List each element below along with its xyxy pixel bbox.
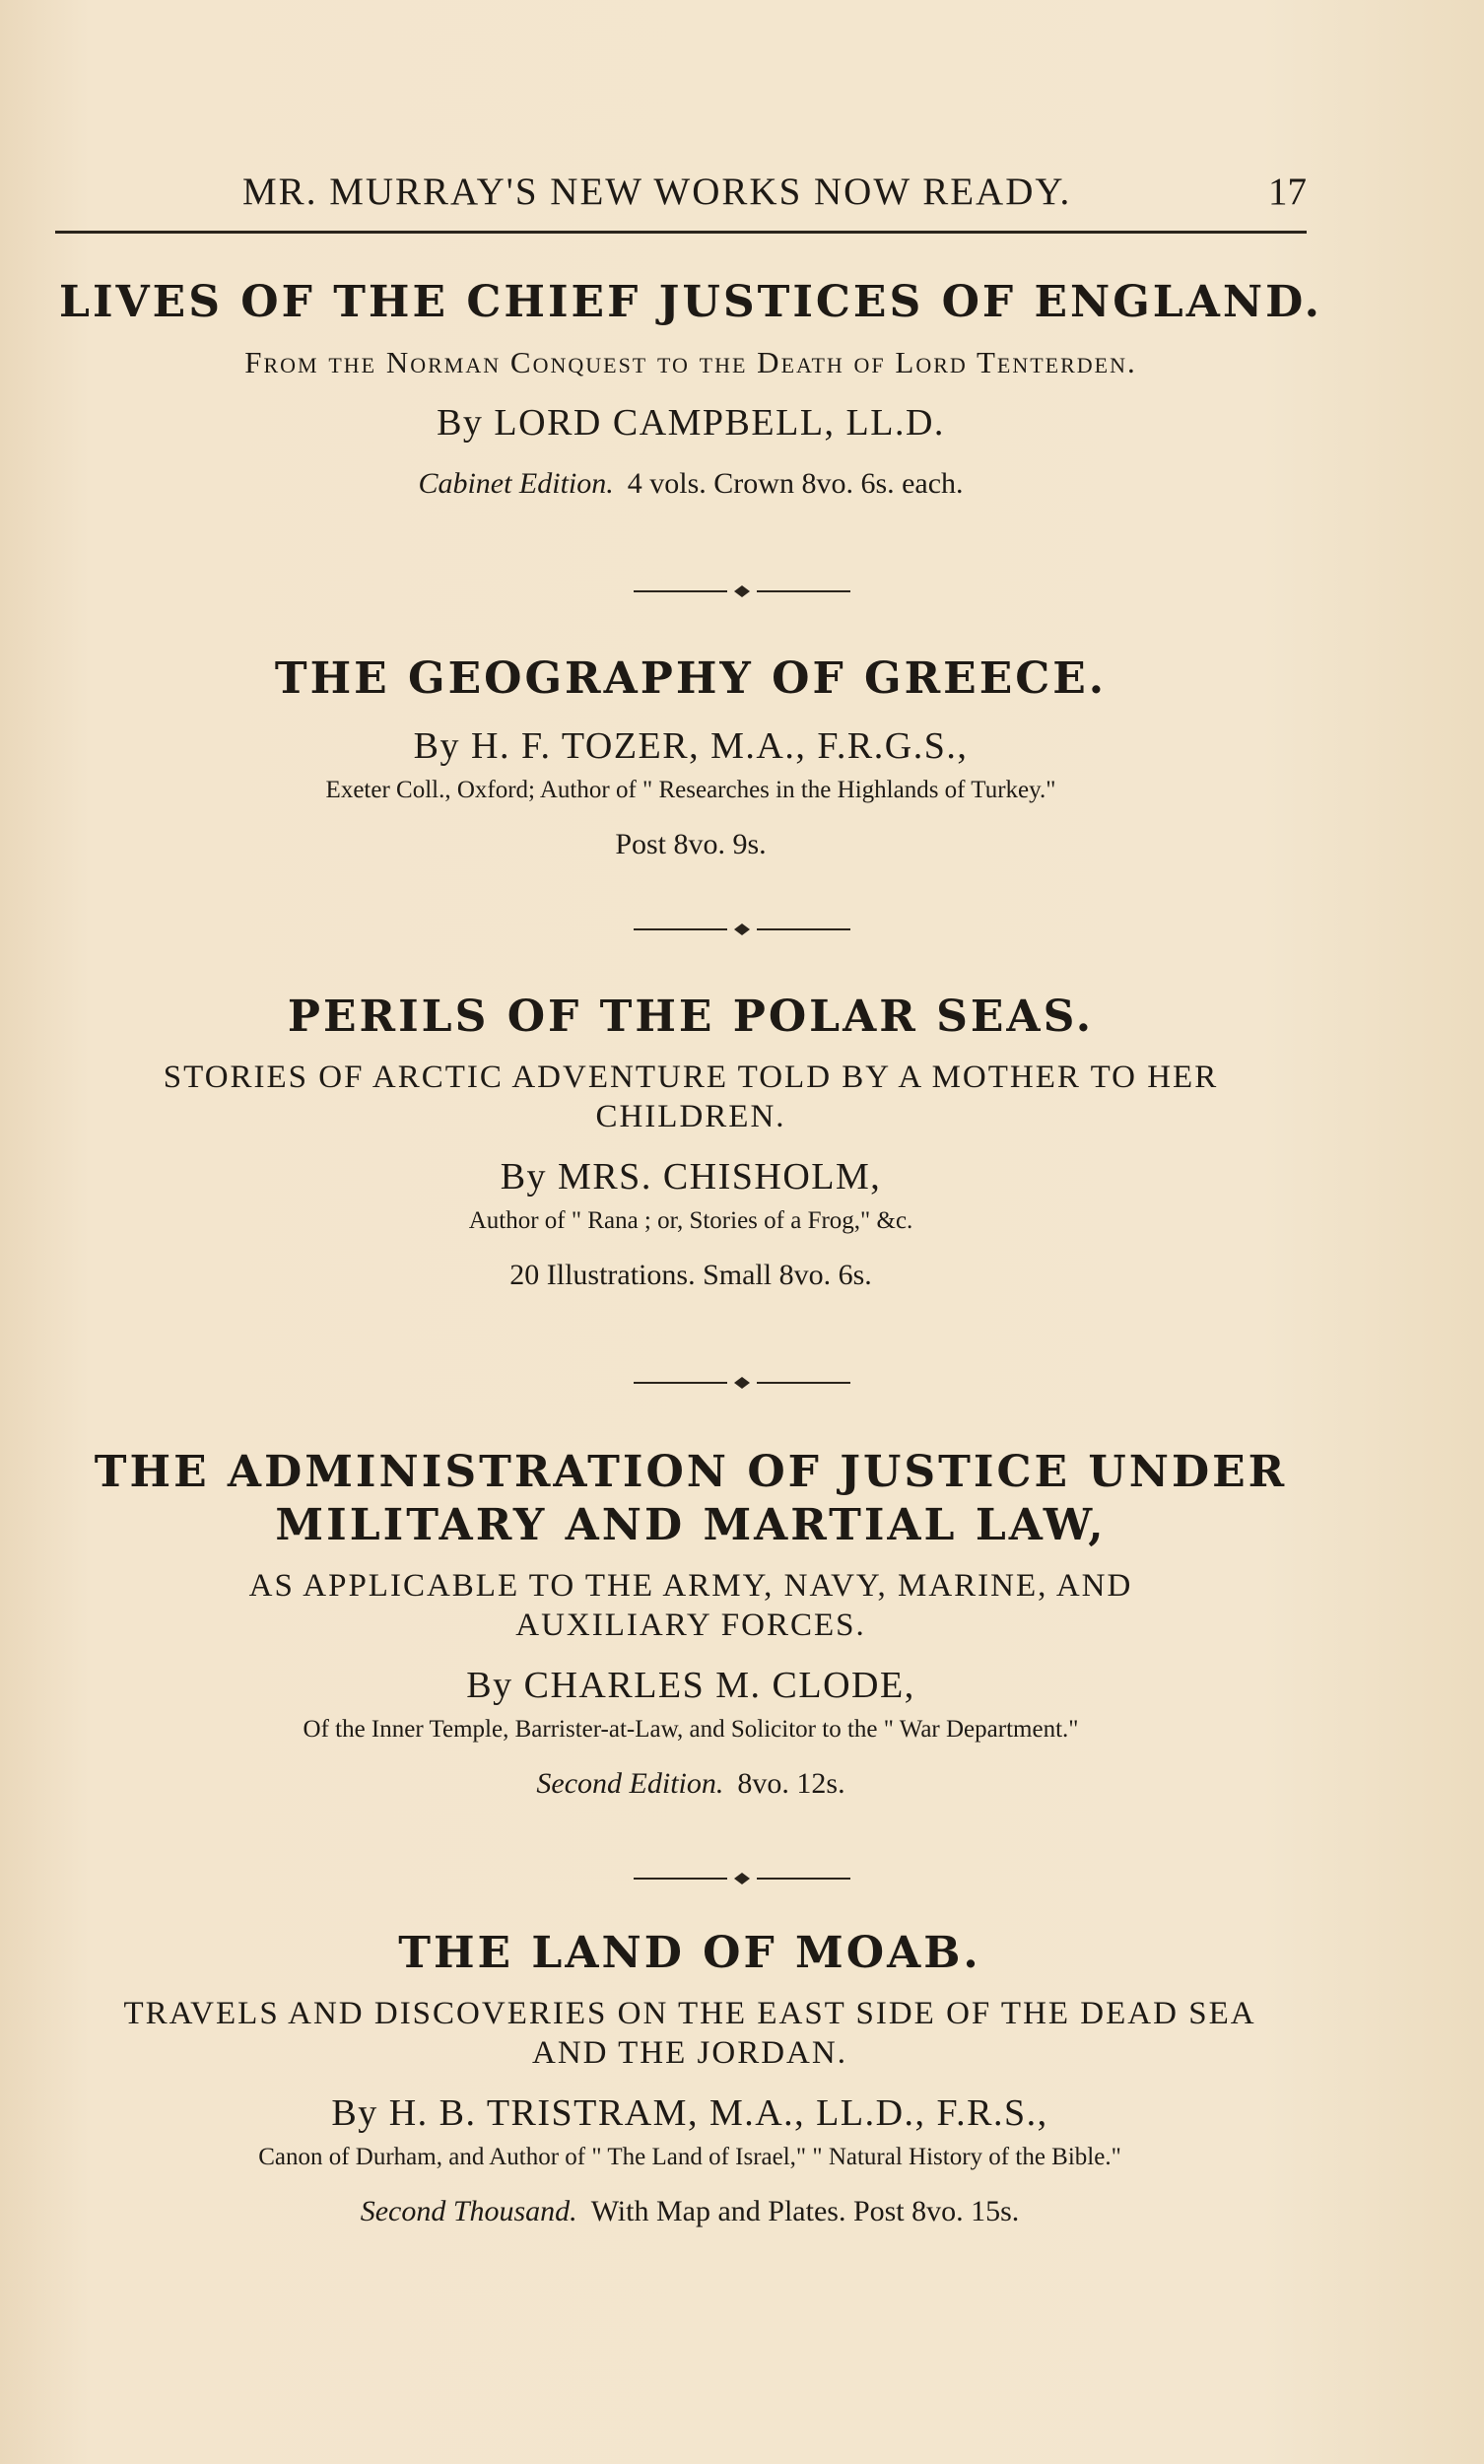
ornament-divider bbox=[0, 922, 1484, 942]
entry-subtitle-line: TRAVELS AND DISCOVERIES ON THE EAST SIDE OF THE DEAD SEA bbox=[123, 1996, 1256, 2031]
ornament-divider bbox=[0, 1375, 1484, 1396]
entry-author: By LORD CAMPBELL, LL.D. bbox=[437, 402, 945, 444]
entry-affiliation: Canon of Durham, and Author of " The Land of Israel," " Natural History of the Bible." bbox=[258, 2144, 1121, 2170]
entry-details bbox=[39, 2193, 1340, 2230]
entry-affiliation: Of the Inner Temple, Barrister-at-Law, and Solicitor to the " War Department." bbox=[303, 1716, 1079, 1743]
entry-subtitle bbox=[55, 1058, 1326, 1136]
entry-details bbox=[55, 1765, 1326, 1803]
entry-details: Post 8vo. 9s. bbox=[615, 828, 767, 860]
entry-subtitle-line: AND THE JORDAN. bbox=[532, 2035, 847, 2071]
entry-title bbox=[55, 1446, 1326, 1552]
entry-military-law bbox=[55, 1446, 1326, 1803]
entry-price: 4 vols. Crown 8vo. 6s. each. bbox=[627, 467, 964, 500]
ornament-divider bbox=[0, 583, 1484, 604]
entry-geography-greece bbox=[55, 652, 1326, 863]
entry-author: By H. B. TRISTRAM, M.A., LL.D., F.R.S., bbox=[331, 2092, 1048, 2134]
header-rule bbox=[55, 231, 1307, 234]
entry-edition: Second Edition. bbox=[536, 1767, 724, 1800]
ornament-divider bbox=[0, 1871, 1484, 1891]
entry-title: LIVES OF THE CHIEF JUSTICES OF ENGLAND. bbox=[59, 277, 1322, 327]
entry-details bbox=[55, 465, 1326, 503]
entry-author: By MRS. CHISHOLM, bbox=[500, 1156, 882, 1198]
entry-chief-justices bbox=[55, 276, 1326, 503]
entry-affiliation: Author of " Rana ; or, Stories of a Frog," &c. bbox=[468, 1207, 913, 1234]
entry-title: THE LAND OF MOAB. bbox=[398, 1928, 981, 1978]
entry-subtitle: From the Norman Conquest to the Death of Lord Tenterden. bbox=[244, 345, 1137, 379]
entry-affiliation: Exeter Coll., Oxford; Author of " Researches in the Highlands of Turkey." bbox=[325, 777, 1056, 803]
entry-subtitle bbox=[55, 1566, 1326, 1645]
entry-author: By H. F. TOZER, M.A., F.R.G.S., bbox=[413, 725, 969, 767]
entry-subtitle bbox=[39, 1994, 1340, 2073]
entry-title-line: THE ADMINISTRATION OF JUSTICE UNDER bbox=[94, 1447, 1288, 1497]
entry-edition: Cabinet Edition. bbox=[418, 467, 614, 500]
entry-title-line: MILITARY AND MARTIAL LAW, bbox=[275, 1500, 1107, 1550]
entry-details: 20 Illustrations. Small 8vo. 6s. bbox=[509, 1259, 872, 1291]
entry-title: THE GEOGRAPHY OF GREECE. bbox=[274, 653, 1108, 704]
entry-author: By CHARLES M. CLODE, bbox=[466, 1665, 915, 1706]
entry-subtitle-line: AUXILIARY FORCES. bbox=[515, 1608, 866, 1643]
page-number: 17 bbox=[1268, 171, 1307, 213]
entry-polar-seas bbox=[55, 991, 1326, 1294]
entry-land-of-moab bbox=[39, 1927, 1340, 2230]
entry-title: PERILS OF THE POLAR SEAS. bbox=[287, 992, 1095, 1042]
running-title: MR. MURRAY'S NEW WORKS NOW READY. bbox=[242, 171, 1072, 213]
entry-subtitle-line: AS APPLICABLE TO THE ARMY, NAVY, MARINE, AND bbox=[248, 1568, 1133, 1604]
running-head bbox=[55, 170, 1307, 219]
entry-price: With Map and Plates. Post 8vo. 15s. bbox=[590, 2195, 1020, 2227]
entry-subtitle-line: CHILDREN. bbox=[595, 1099, 786, 1134]
entry-subtitle-line: STORIES OF ARCTIC ADVENTURE TOLD BY A MOTHER TO HER bbox=[163, 1060, 1219, 1095]
entry-edition: Second Thousand. bbox=[360, 2195, 577, 2227]
entry-price: 8vo. 12s. bbox=[737, 1767, 845, 1800]
